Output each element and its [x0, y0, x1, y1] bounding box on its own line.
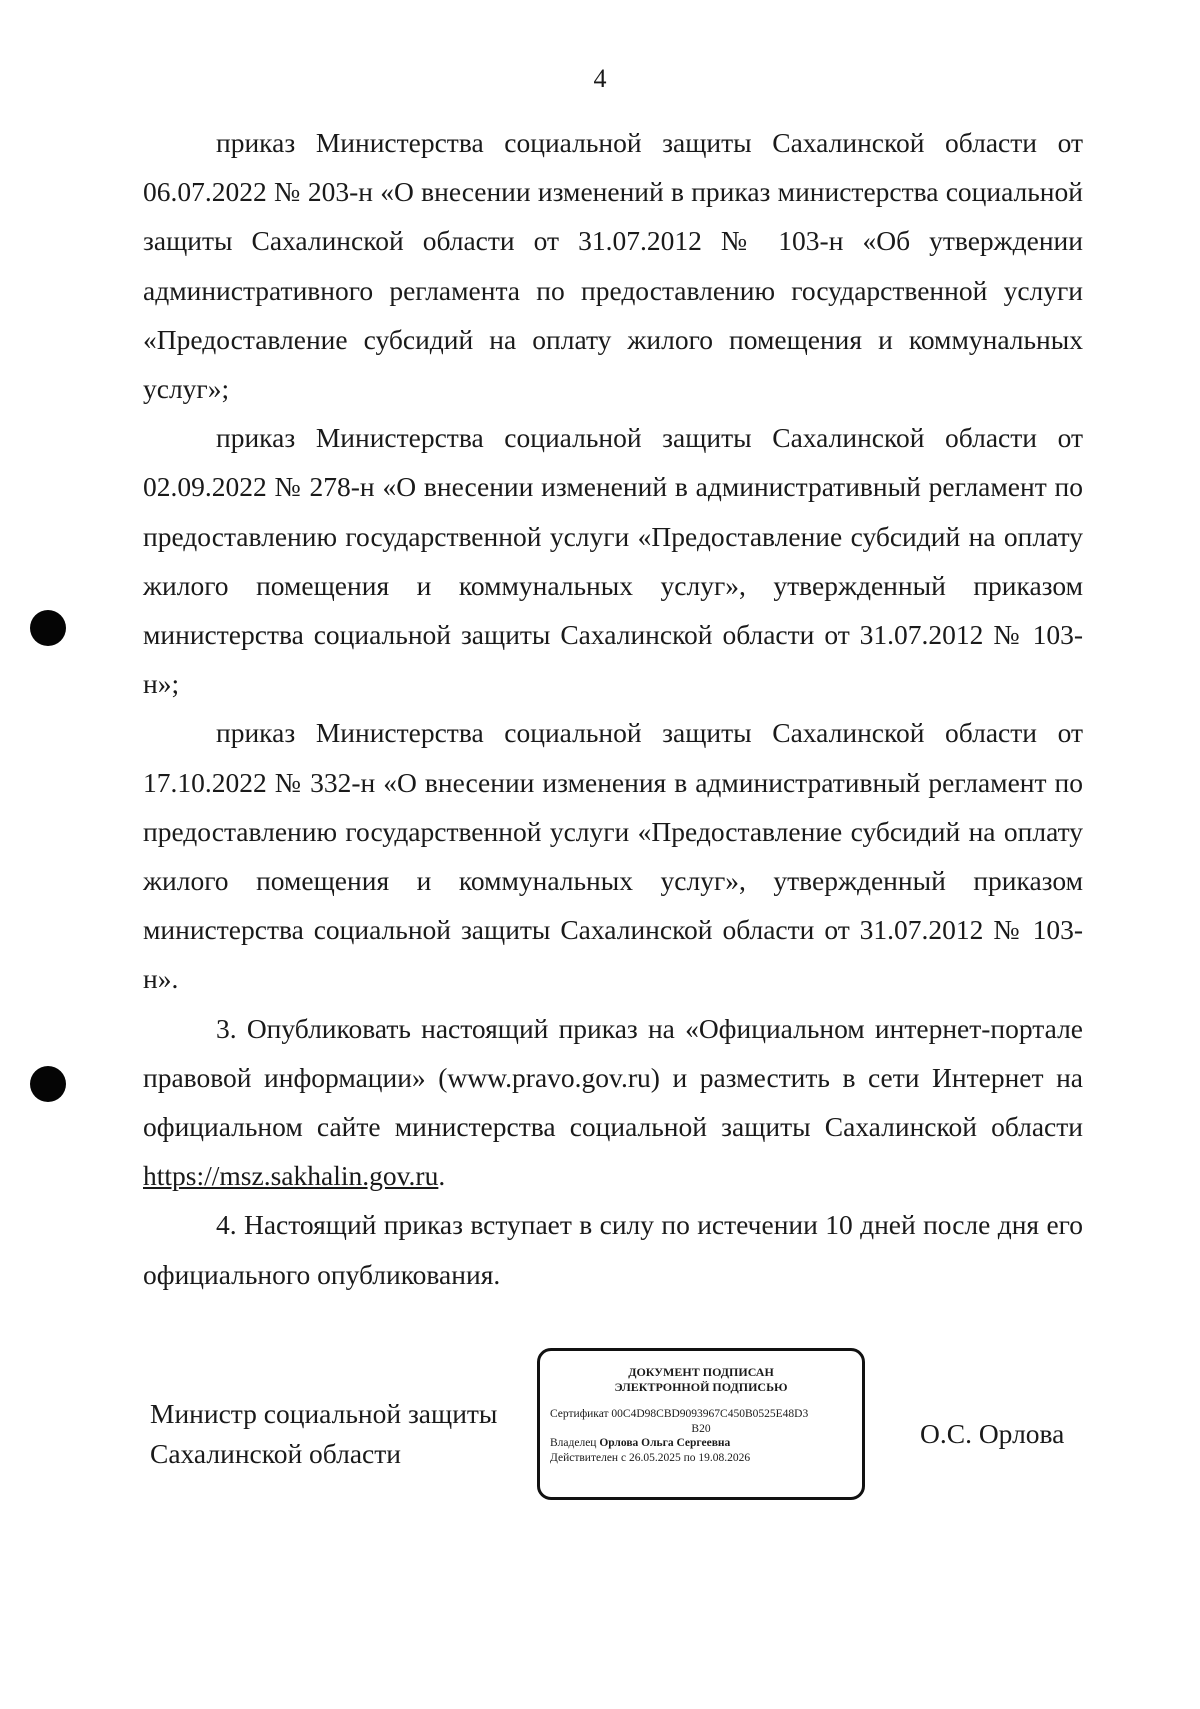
signer-position-line1: Министр социальной защиты: [150, 1398, 498, 1429]
punch-hole-mark: [30, 610, 66, 646]
paragraph-item-3: [143, 1004, 1083, 1201]
signer-position: [150, 1394, 497, 1474]
esign-owner-label: Владелец: [550, 1437, 597, 1449]
paragraph-item-4: 4. Настоящий приказ вступает в силу по истечении 10 дней после дня его официального опубликования.: [143, 1209, 1083, 1290]
page-number: 4: [593, 64, 607, 93]
document-body: [143, 118, 1083, 1299]
esign-validity: Действителен с 26.05.2025 по 19.08.2026: [550, 1451, 751, 1464]
esign-cert-value: 00C4D98CBD9093967C450B0525E48D3: [611, 1408, 809, 1420]
esign-cert-label: Сертификат: [550, 1408, 609, 1420]
paragraph-order-203: приказ Министерства социальной защиты Сахалинской области от 06.07.2022 № 203-н «О внесении изменений в приказ министерства социальной защиты Сахалинской области от 31.07.2012 № 103-н «Об утверждении административного регламента по предоставлению государственной услуги «Предоставление субсидий на оплату жилого помещения и коммунальных услуг»;: [143, 127, 1083, 405]
esign-cert-value-cont: B20: [691, 1422, 711, 1435]
esign-heading-line2: ЭЛЕКТРОННОЙ ПОДПИСЬЮ: [614, 1380, 788, 1394]
link-trailing-period: .: [438, 1160, 446, 1192]
esign-owner: [550, 1436, 852, 1451]
signer-name: О.С. Орлова: [920, 1418, 1065, 1449]
electronic-signature-stamp: [537, 1348, 865, 1500]
paragraph-order-278: приказ Министерства социальной защиты Сахалинской области от 02.09.2022 № 278-н «О внесении изменений в административный регламент по предоставлению государственной услуги «Предоставление субсидий на оплату жилого помещения и коммунальных услуг», утвержденный приказом министерства социальной защиты Сахалинской области от 31.07.2012 № 103-н»;: [143, 422, 1083, 700]
item-3-text: 3. Опубликовать настоящий приказ на «Официальном интернет-портале правовой информации» (www.pravo.gov.ru) и разместить в сети Интернет на официальном сайте министерства социальной защиты Сахалинской области: [143, 1012, 1083, 1143]
esign-owner-value: Орлова Ольга Сергеевна: [599, 1437, 731, 1449]
esign-certificate: [550, 1407, 852, 1422]
paragraph-order-332: приказ Министерства социальной защиты Сахалинской области от 17.10.2022 № 332-н «О внесении изменения в административный регламент по предоставлению государственной услуги «Предоставление субсидий на оплату жилого помещения и коммунальных услуг», утвержденный приказом министерства социальной защиты Сахалинской области от 31.07.2012 № 103-н».: [143, 717, 1083, 995]
signer-position-line2: Сахалинской области: [150, 1438, 401, 1469]
esign-heading-line1: ДОКУМЕНТ ПОДПИСАН: [628, 1365, 774, 1379]
punch-hole-mark: [30, 1066, 66, 1102]
ministry-website-link[interactable]: https://msz.sakhalin.gov.ru: [143, 1160, 439, 1192]
